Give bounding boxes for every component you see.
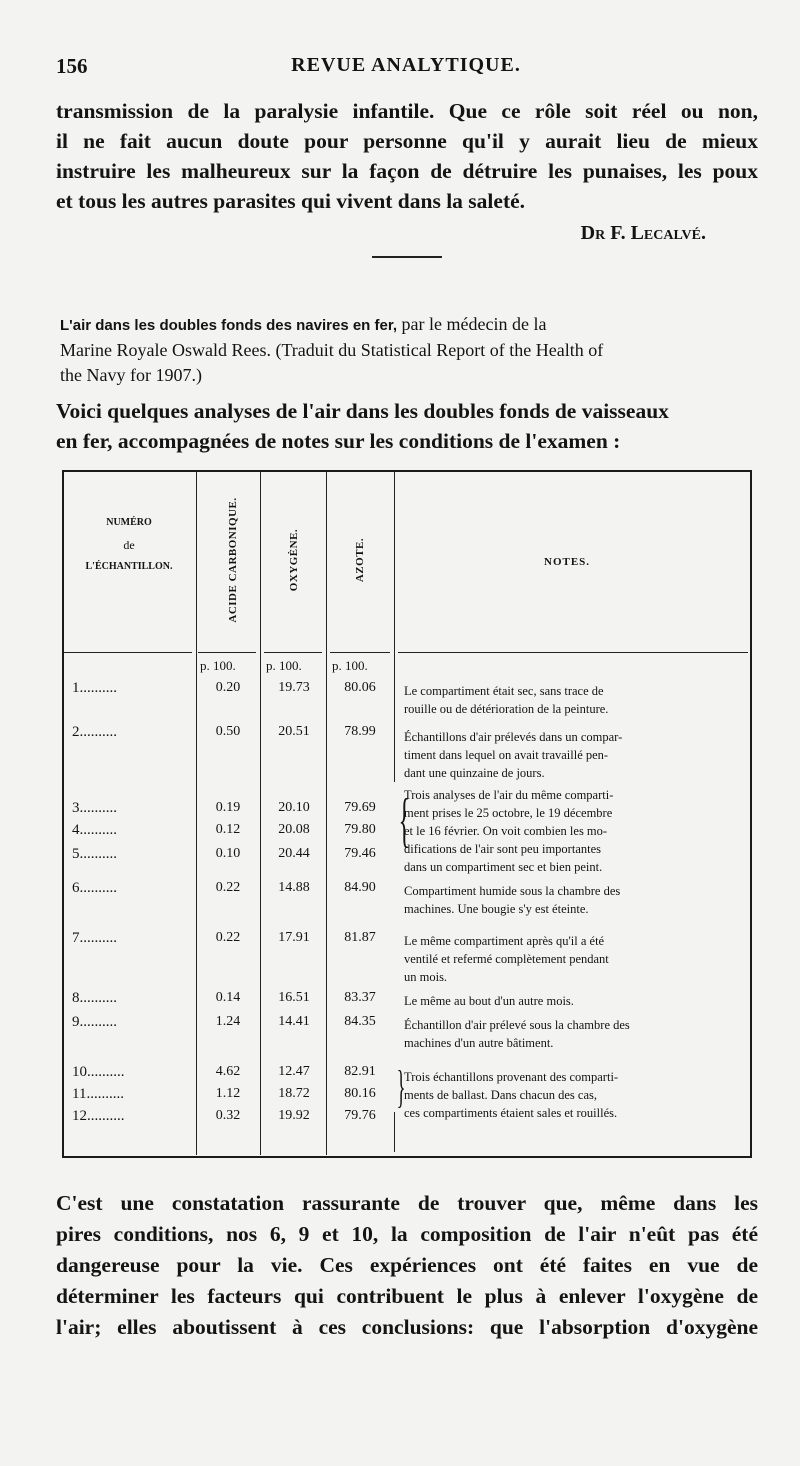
note-line: Échantillons d'air prélevés dans un compar- (404, 730, 623, 744)
note-line: dans un compartiment sec et bien peint. (404, 860, 603, 874)
note-line: Trois échantillons provenant des comparti- (404, 1070, 619, 1084)
note-line: Trois analyses de l'air du même comparti- (404, 788, 614, 802)
sample-number: 7.......... (72, 930, 117, 946)
text-line: en fer, accompagnées de notes sur les conditions de l'examen : (56, 429, 621, 453)
grouping-brace: } (396, 1061, 406, 1112)
header-notes: NOTES. (544, 556, 591, 568)
note-line: Le même compartiment après qu'il a été (404, 934, 605, 948)
nitrogen-value: 82.91 (344, 1064, 376, 1079)
page-number: 156 (56, 54, 88, 78)
oxygen-value: 20.44 (278, 846, 310, 861)
co2-value: 0.10 (215, 846, 241, 861)
text-line: instruire les malheureux sur la façon de détruire les punaises, les poux (56, 159, 758, 183)
header-oxygen: OXYGÈNE. (288, 528, 300, 592)
co2-value: 0.20 (215, 680, 241, 695)
oxygen-value: 17.91 (278, 930, 310, 945)
co2-value: 4.62 (215, 1064, 241, 1079)
note-text (404, 932, 744, 986)
text-line: il ne fait aucun doute pour personne qu'il y aurait lieu de mieux (56, 129, 758, 153)
unit-label: p. 100. (200, 658, 236, 673)
unit-label: p. 100. (332, 658, 368, 673)
co2-value: 0.12 (215, 822, 241, 837)
text-line: l'air; elles aboutissent à ces conclusions: que l'absorption d'oxygène (56, 1315, 758, 1339)
header-rule (64, 652, 192, 653)
header-nitrogen: AZOTE. (354, 537, 366, 583)
sample-number: 5.......... (72, 846, 117, 862)
sample-number: 10.......... (72, 1064, 125, 1080)
nitrogen-value: 80.06 (344, 680, 376, 695)
note-text (404, 728, 744, 782)
nitrogen-value: 84.90 (344, 880, 376, 895)
co2-value: 0.22 (215, 930, 241, 945)
co2-value: 1.12 (215, 1086, 241, 1101)
unit-label: p. 100. (266, 658, 302, 673)
text-line: C'est une constatation rassurante de trouver que, même dans les (56, 1191, 758, 1215)
abstract-lead-title: L'air dans les doubles fonds des navires en fer, (60, 317, 398, 334)
page-header (56, 54, 756, 86)
abstract-author-text: par le médecin de la (397, 314, 547, 334)
note-line: machines. Une bougie s'y est éteinte. (404, 902, 589, 916)
sample-number: 6.......... (72, 880, 117, 896)
note-text (404, 682, 744, 718)
note-text (404, 786, 744, 876)
note-line: ment prises le 25 octobre, le 19 décembre (404, 806, 613, 820)
co2-value: 1.24 (215, 1014, 241, 1029)
nitrogen-value: 79.46 (344, 846, 376, 861)
oxygen-value: 20.51 (278, 724, 310, 739)
text-line: Marine Royale Oswald Rees. (Traduit du Statistical Report of the Health of (60, 340, 604, 360)
co2-value: 0.22 (215, 880, 241, 895)
nitrogen-value: 79.69 (344, 800, 376, 815)
co2-value: 0.32 (215, 1108, 241, 1123)
nitrogen-value: 79.80 (344, 822, 376, 837)
oxygen-value: 12.47 (278, 1064, 310, 1079)
header-rule (330, 652, 390, 653)
column-rule (394, 472, 395, 782)
header-text: NUMÉRO (106, 517, 152, 528)
running-title: REVUE ANALYTIQUE. (291, 54, 521, 76)
note-line: machines d'un autre bâtiment. (404, 1036, 554, 1050)
note-line: un mois. (404, 970, 448, 984)
grouping-brace: { (398, 787, 411, 853)
co2-value: 0.19 (215, 800, 241, 815)
header-rule (264, 652, 322, 653)
note-text (404, 882, 744, 918)
oxygen-value: 20.08 (278, 822, 310, 837)
nitrogen-value: 84.35 (344, 1014, 376, 1029)
header-carbonic-acid: ACIDE CARBONIQUE. (227, 497, 239, 623)
sample-number: 4.......... (72, 822, 117, 838)
header-rule (198, 652, 256, 653)
sample-number: 12.......... (72, 1108, 125, 1124)
text-line: pires conditions, nos 6, 9 et 10, la composition de l'air n'eût pas été (56, 1222, 758, 1246)
air-analysis-table (62, 470, 752, 1158)
header-text: de (123, 538, 135, 552)
closing-paragraph (56, 1188, 758, 1343)
nitrogen-value: 78.99 (344, 724, 376, 739)
oxygen-value: 14.88 (278, 880, 310, 895)
column-rule (326, 472, 327, 1155)
sample-number: 1.......... (72, 680, 117, 696)
note-line: difications de l'air sont peu importantes (404, 842, 601, 856)
note-text (404, 992, 744, 1010)
nitrogen-value: 81.87 (344, 930, 376, 945)
text-line: dangereuse pour la vie. Ces expériences ont été faites en vue de (56, 1253, 758, 1277)
note-line: ments de ballast. Dans chacun des cas, (404, 1088, 597, 1102)
note-line: Le compartiment était sec, sans trace de (404, 684, 604, 698)
oxygen-value: 14.41 (278, 1014, 310, 1029)
sample-number: 8.......... (72, 990, 117, 1006)
text-line: the Navy for 1907.) (60, 365, 202, 385)
text-line: déterminer les facteurs qui contribuent le plus à enlever l'oxygène de (56, 1284, 758, 1308)
text-line: et tous les autres parasites qui vivent dans la saleté. (56, 189, 526, 213)
sample-number: 2.......... (72, 724, 117, 740)
note-line: rouille ou de détérioration de la peinture. (404, 702, 609, 716)
header-text: L'ÉCHANTILLON. (85, 561, 173, 572)
oxygen-value: 20.10 (278, 800, 310, 815)
lead-paragraph (56, 396, 758, 456)
header-rule (398, 652, 748, 653)
note-line: Compartiment humide sous la chambre des (404, 884, 621, 898)
sample-number: 3.......... (72, 800, 117, 816)
sample-number: 11.......... (72, 1086, 124, 1102)
oxygen-value: 18.72 (278, 1086, 310, 1101)
oxygen-value: 19.92 (278, 1108, 310, 1123)
note-line: et le 16 février. On voit combien les mo- (404, 824, 608, 838)
nitrogen-value: 83.37 (344, 990, 376, 1005)
text-line: Voici quelques analyses de l'air dans les doubles fonds de vaisseaux (56, 399, 669, 423)
co2-value: 0.14 (215, 990, 241, 1005)
abstract-citation (60, 312, 758, 388)
note-line: Le même au bout d'un autre mois. (404, 994, 574, 1008)
column-rule (394, 1112, 395, 1152)
note-line: dant une quinzaine de jours. (404, 766, 545, 780)
nitrogen-value: 79.76 (344, 1108, 376, 1123)
note-line: ces compartiments étaient sales et rouillés. (404, 1106, 618, 1120)
note-line: timent dans lequel on avait travaillé pen- (404, 748, 609, 762)
author-signature: Dr F. Lecalvé. (580, 222, 706, 244)
co2-value: 0.50 (215, 724, 241, 739)
note-text (404, 1016, 744, 1052)
oxygen-value: 16.51 (278, 990, 310, 1005)
header-sample-number (64, 512, 194, 578)
nitrogen-value: 80.16 (344, 1086, 376, 1101)
intro-paragraph (56, 96, 758, 216)
section-divider (372, 256, 442, 258)
note-text (404, 1068, 744, 1122)
column-rule (260, 472, 261, 1155)
note-line: ventilé et refermé complètement pendant (404, 952, 609, 966)
note-line: Échantillon d'air prélevé sous la chambre des (404, 1018, 630, 1032)
oxygen-value: 19.73 (278, 680, 310, 695)
sample-number: 9.......... (72, 1014, 117, 1030)
text-line: transmission de la paralysie infantile. Que ce rôle soit réel ou non, (56, 99, 758, 123)
